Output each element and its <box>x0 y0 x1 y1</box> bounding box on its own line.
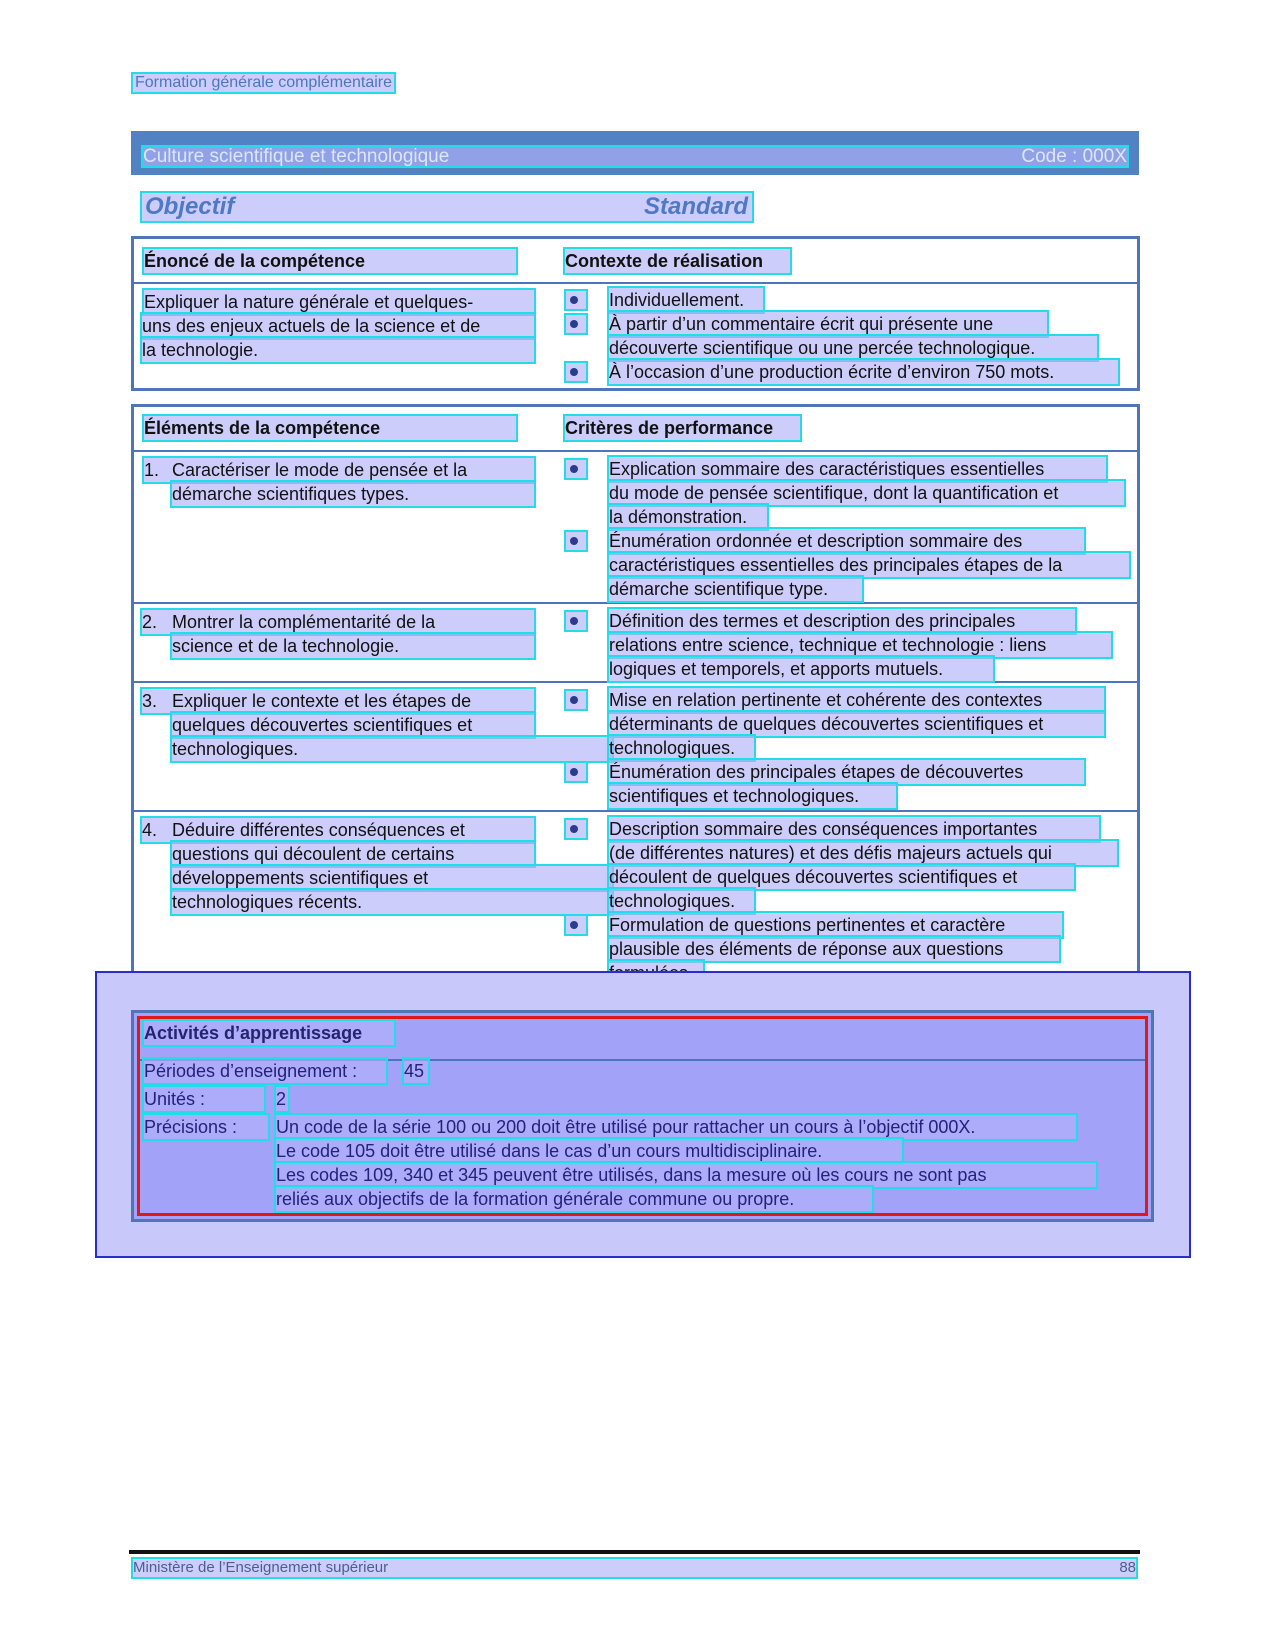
criterion-1a-line-1: Explication sommaire des caractéristiques essentielles <box>609 457 1106 481</box>
criterion-4b-line-1: Formulation de questions pertinentes et caractère <box>609 913 1062 937</box>
activities-title: Activités d’apprentissage <box>144 1021 394 1045</box>
element-1-line-1 <box>144 458 534 482</box>
page-number: 88 <box>1119 1559 1136 1576</box>
periods-label: Périodes d’enseignement : <box>144 1059 386 1083</box>
objective-label: Objectif <box>145 193 235 220</box>
element-text: Caractériser le mode de pensée et la <box>172 460 468 480</box>
course-code: Code : 000X <box>1021 145 1127 167</box>
criterion-1b-line-3: démarche scientifique type. <box>609 577 862 601</box>
bullet-marker <box>566 763 586 781</box>
row-divider <box>134 681 1137 683</box>
criterion-1b-line-2: caractéristiques essentielles des principales étapes de la <box>609 553 1129 577</box>
course-title-bar <box>131 131 1139 175</box>
units-label: Unités : <box>144 1087 264 1111</box>
course-title: Culture scientifique et technologique <box>143 145 450 167</box>
element-number: 1. <box>144 460 160 480</box>
bullet-marker <box>566 460 586 478</box>
footer-rule <box>129 1550 1140 1554</box>
competence-statement-line-2: uns des enjeux actuels de la science et de <box>142 314 534 338</box>
competence-head-right: Contexte de réalisation <box>565 249 790 273</box>
element-4-line-4: technologiques récents. <box>172 890 612 914</box>
criterion-1a-line-3: la démonstration. <box>609 505 767 529</box>
context-item-1: Individuellement. <box>609 288 763 312</box>
bullet-marker <box>566 691 586 709</box>
element-text: Déduire différentes conséquences et <box>172 820 465 840</box>
context-item-3: À l’occasion d’une production écrite d’environ 750 mots. <box>609 360 1118 384</box>
element-number: 4. <box>142 820 158 840</box>
elements-head-right: Critères de performance <box>565 416 800 440</box>
standard-label: Standard <box>644 193 749 220</box>
element-number: 2. <box>142 612 158 632</box>
element-text: Expliquer le contexte et les étapes de <box>172 691 472 711</box>
criterion-3b-line-1: Énumération des principales étapes de découvertes <box>609 760 1084 784</box>
element-2-line-1 <box>142 610 534 634</box>
row-divider <box>134 810 1137 812</box>
bullet-marker <box>566 820 586 838</box>
criterion-2a-line-2: relations entre science, technique et technologie : liens <box>609 633 1111 657</box>
bullet-marker <box>566 363 586 381</box>
element-4-line-2: questions qui découlent de certains <box>172 842 534 866</box>
elements-head-left: Éléments de la compétence <box>144 416 516 440</box>
element-4-line-3: développements scientifiques et <box>172 866 612 890</box>
document-header: Formation générale complémentaire <box>135 74 393 91</box>
context-item-2-line-2: découverte scientifique ou une percée technologique. <box>609 336 1097 360</box>
bullet-marker <box>566 916 586 934</box>
course-title-line <box>143 147 1127 166</box>
bullet-marker <box>566 291 586 309</box>
bullet-marker <box>566 315 586 333</box>
criterion-1a-line-2: du mode de pensée scientifique, dont la quantification et <box>609 481 1124 505</box>
bullet-marker <box>566 532 586 550</box>
criterion-2a-line-3: logiques et temporels, et apports mutuels. <box>609 657 993 681</box>
precisions-label: Précisions : <box>144 1115 268 1139</box>
precisions-line-3: Les codes 109, 340 et 345 peuvent être utilisés, dans la mesure où les cours ne sont pas <box>276 1163 1096 1187</box>
periods-value: 45 <box>404 1059 428 1083</box>
criterion-4b-line-2: plausible des éléments de réponse aux questions <box>609 937 1059 961</box>
competence-statement-line-1: Expliquer la nature générale et quelques- <box>144 290 534 314</box>
criterion-4a-line-2: (de différentes natures) et des défis majeurs actuels qui <box>609 841 1117 865</box>
row-divider <box>134 602 1137 604</box>
criterion-1b-line-1: Énumération ordonnée et description sommaire des <box>609 529 1084 553</box>
competence-statement-line-3: la technologie. <box>142 338 534 362</box>
element-text: Montrer la complémentarité de la <box>172 612 436 632</box>
competence-head-left: Énoncé de la compétence <box>144 249 516 273</box>
bullet-marker <box>566 612 586 630</box>
element-2-line-2: science et de la technologie. <box>172 634 534 658</box>
criterion-3a-line-3: technologiques. <box>609 736 754 760</box>
element-4-line-1 <box>142 818 534 842</box>
context-item-2-line-1: À partir d’un commentaire écrit qui présente une <box>609 312 1047 336</box>
criterion-4a-line-3: découlent de quelques découvertes scientifiques et <box>609 865 1074 889</box>
criterion-3b-line-2: scientifiques et technologiques. <box>609 784 896 808</box>
element-number: 3. <box>142 691 158 711</box>
criterion-4a-line-1: Description sommaire des conséquences importantes <box>609 817 1099 841</box>
criterion-2a-line-1: Définition des termes et description des principales <box>609 609 1075 633</box>
criterion-3a-line-2: déterminants de quelques découvertes scientifiques et <box>609 712 1104 736</box>
objective-standard-heading <box>142 193 752 221</box>
precisions-line-1: Un code de la série 100 ou 200 doit être utilisé pour rattacher un cours à l’objectif 000X. <box>276 1115 1076 1139</box>
precisions-line-2: Le code 105 doit être utilisé dans le cas d’un cours multidisciplinaire. <box>276 1139 902 1163</box>
footer-ministry: Ministère de l’Enseignement supérieur <box>133 1559 389 1576</box>
element-3-line-3: technologiques. <box>172 737 612 761</box>
units-value: 2 <box>276 1089 287 1109</box>
criterion-3a-line-1: Mise en relation pertinente et cohérente des contextes <box>609 688 1104 712</box>
element-3-line-1 <box>142 689 534 713</box>
element-3-line-2: quelques découvertes scientifiques et <box>172 713 534 737</box>
page-footer <box>133 1559 1136 1577</box>
precisions-line-4: reliés aux objectifs de la formation générale commune ou propre. <box>276 1187 872 1211</box>
element-1-line-2: démarche scientifiques types. <box>172 482 534 506</box>
criterion-4a-line-4: technologiques. <box>609 889 754 913</box>
